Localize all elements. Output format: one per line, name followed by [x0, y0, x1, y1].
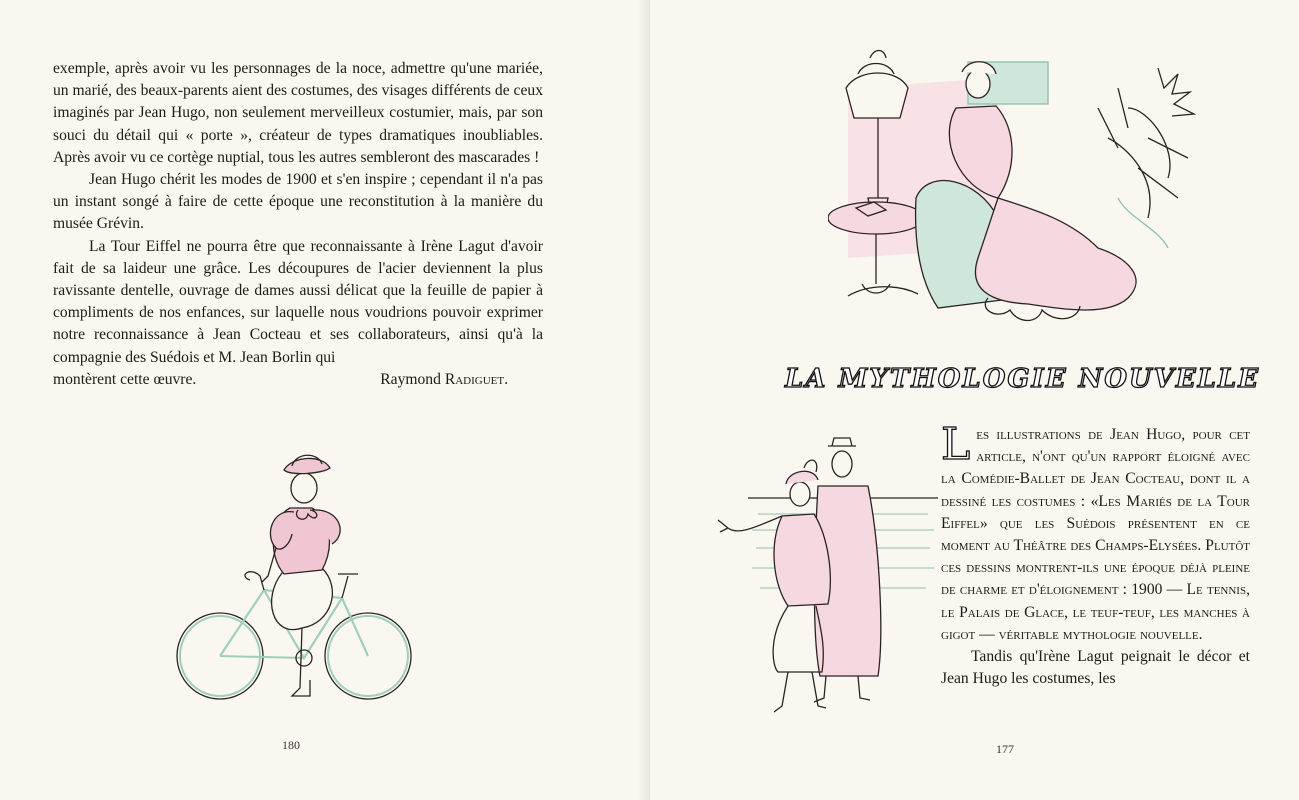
- paragraph-text: es illustrations de Jean Hugo, pour cet article, n'ont qu'un rapport éloigné avec la Comédie-Ballet de Jean Cocteau, dont il a dessiné les costumes : «Les Mariés de la Tour Eiffel» que les Suédois présentent en ce moment au Théâtre des Champs-Elysées. Plutôt ces dessins montrent-ils une époque déjà pleine de charme et d'éloignement : 1900 — Le tennis, le Palais de Glace, le teuf-teuf, les manches à gigot — véritable mythologie nouvelle.: [941, 426, 1250, 643]
- signature-first-name: Raymond: [380, 370, 441, 388]
- drop-cap: L: [941, 419, 971, 470]
- page-number: 177: [996, 742, 1014, 756]
- signature-last-name: Radiguet.: [444, 370, 508, 388]
- signature: [380, 369, 508, 391]
- paragraph: Tandis qu'Irène Lagut peignait le décor et Jean Hugo les costumes, les: [941, 648, 1250, 688]
- right-page-text: [941, 419, 1250, 690]
- left-page-text: [53, 58, 543, 391]
- woman-on-bicycle-illustration: [172, 448, 422, 728]
- paragraph: La Tour Eiffel ne pourra être que reconnaissante à Irène Lagut d'avoir fait de sa laideur une grâce. Les découpures de l'acier deviennent la plus ravissante dentelle, ouvrage de dames aussi délicat que la feuille de papier à compliments de nos enfances, sur laquelle nous voudrions pouvoir exprimer notre reconnaissance à Jean Cocteau et ses collaborateurs, ainsi qu'à la compagnie des Suédois et M. Jean Borlin qui: [53, 237, 543, 366]
- paragraph: exemple, après avoir vu les personnages de la noce, admettre qu'une mariée, un marié, des beaux-parents aient des costumes, des visages différents de ceux imaginés par Jean Hugo, non seulement merveilleux costumier, mais, par son souci du détail qui « porte », créateur de types dramatiques inoubliables. Après avoir vu ce cortège nuptial, tous les autres sembleront des mascarades !: [53, 60, 543, 166]
- right-page: [650, 0, 1299, 800]
- couple-illustration: [708, 436, 938, 736]
- article-heading: LA MYTHOLOGIE NOUVELLE: [785, 364, 1261, 394]
- paragraph: Jean Hugo chérit les modes de 1900 et s'en inspire ; cependant il n'a pas un instant songé à faire de cette époque une reconstitution à la manière du musée Grévin.: [53, 171, 543, 233]
- closing-text: montèrent cette œuvre.: [53, 370, 197, 388]
- closing-line: [53, 369, 543, 391]
- page-number: 180: [282, 738, 300, 752]
- left-page: [0, 0, 649, 800]
- paragraph: [941, 419, 1250, 646]
- woman-reclining-illustration: [828, 48, 1208, 348]
